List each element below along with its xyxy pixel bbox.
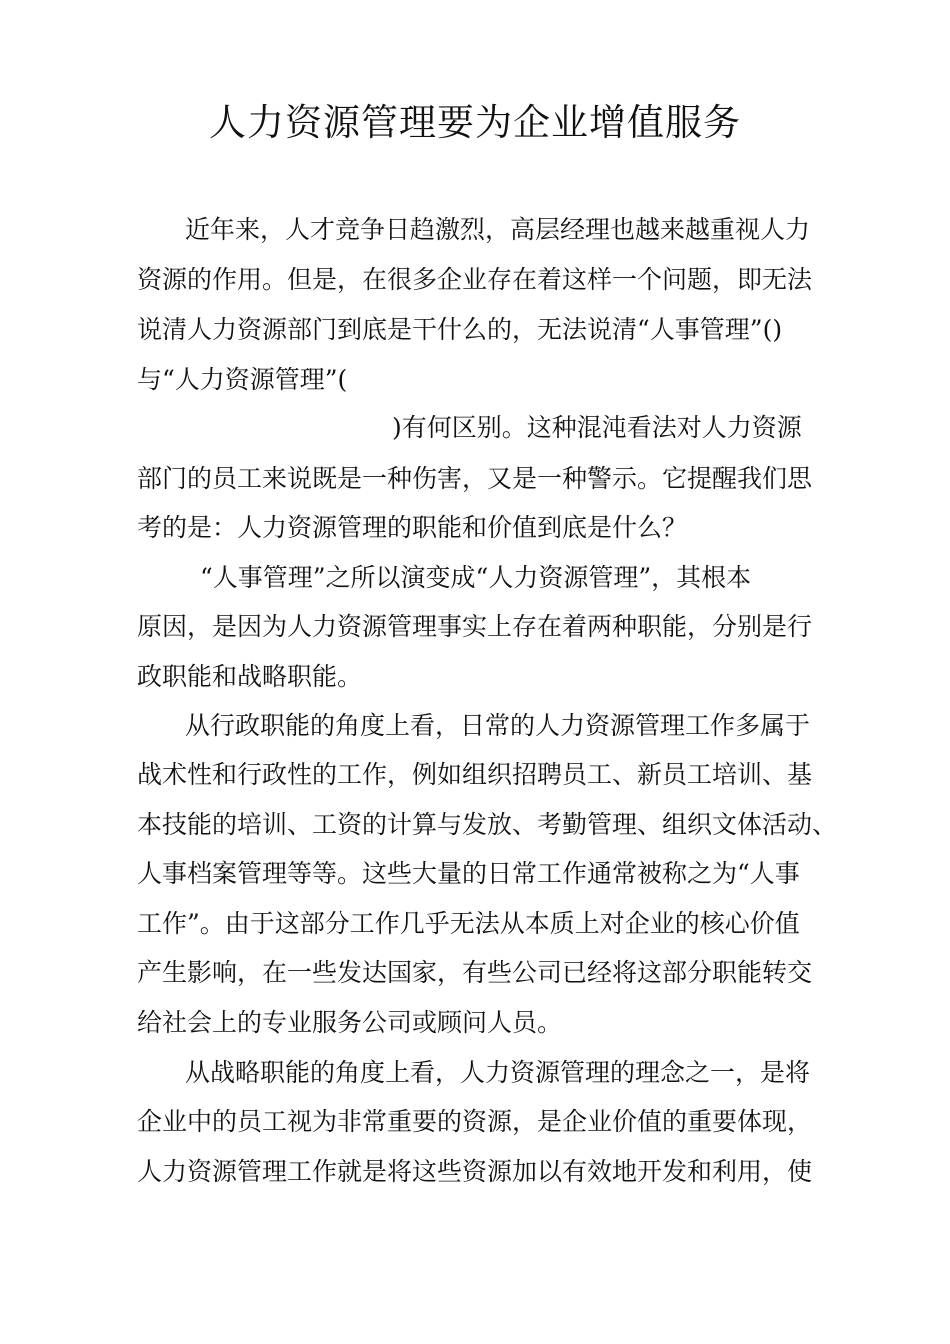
paragraph-line: 从行政职能的角度上看，日常的人力资源管理工作多属于: [185, 711, 811, 740]
paragraph-line: 人事档案管理等等。这些大量的日常工作通常被称之为“人事: [137, 859, 800, 888]
paragraph-line: “人事管理”之所以演变成“人力资源管理”，其根本: [200, 563, 752, 592]
paragraph-line: 从战略职能的角度上看，人力资源管理的理念之一，是将: [185, 1058, 811, 1087]
paragraph-line: 近年来，人才竞争日趋激烈，高层经理也越来越重视人力: [185, 215, 811, 244]
paragraph-line: 考的是：人力资源管理的职能和价值到底是什么？: [137, 513, 688, 542]
paragraph-line: 政职能和战略职能。: [137, 662, 363, 691]
paragraph-line: 工作”。由于这部分工作几乎无法从本质上对企业的核心价值: [137, 909, 800, 938]
paragraph-line: 部门的员工来说既是一种伤害，又是一种警示。它提醒我们思: [137, 464, 813, 493]
paragraph-line: 企业中的员工视为非常重要的资源，是企业价值的重要体现，: [137, 1107, 813, 1136]
paragraph-line: 人力资源管理工作就是将这些资源加以有效地开发和利用，使: [137, 1157, 813, 1186]
paragraph-line: 与“人力资源管理”(: [137, 365, 348, 394]
paragraph-line: 原因，是因为人力资源管理事实上存在着两种职能，分别是行: [137, 612, 813, 641]
paragraph-line: )有何区别。这种混沌看法对人力资源: [392, 413, 802, 442]
paragraph-line: 说清人力资源部门到底是干什么的，无法说清“人事管理”(): [137, 315, 783, 344]
paragraph-line: 产生影响，在一些发达国家，有些公司已经将这部分职能转交: [137, 958, 813, 987]
paragraph-line: 本技能的培训、工资的计算与发放、考勤管理、组织文体活动、: [137, 810, 838, 839]
paragraph-line: 战术性和行政性的工作，例如组织招聘员工、新员工培训、基: [137, 760, 813, 789]
paragraph-line: 资源的作用。但是，在很多企业存在着这样一个问题，即无法: [137, 265, 813, 294]
paragraph-line: 给社会上的专业服务公司或顾问人员。: [137, 1008, 563, 1037]
document-title: 人力资源管理要为企业增值服务: [209, 101, 741, 144]
